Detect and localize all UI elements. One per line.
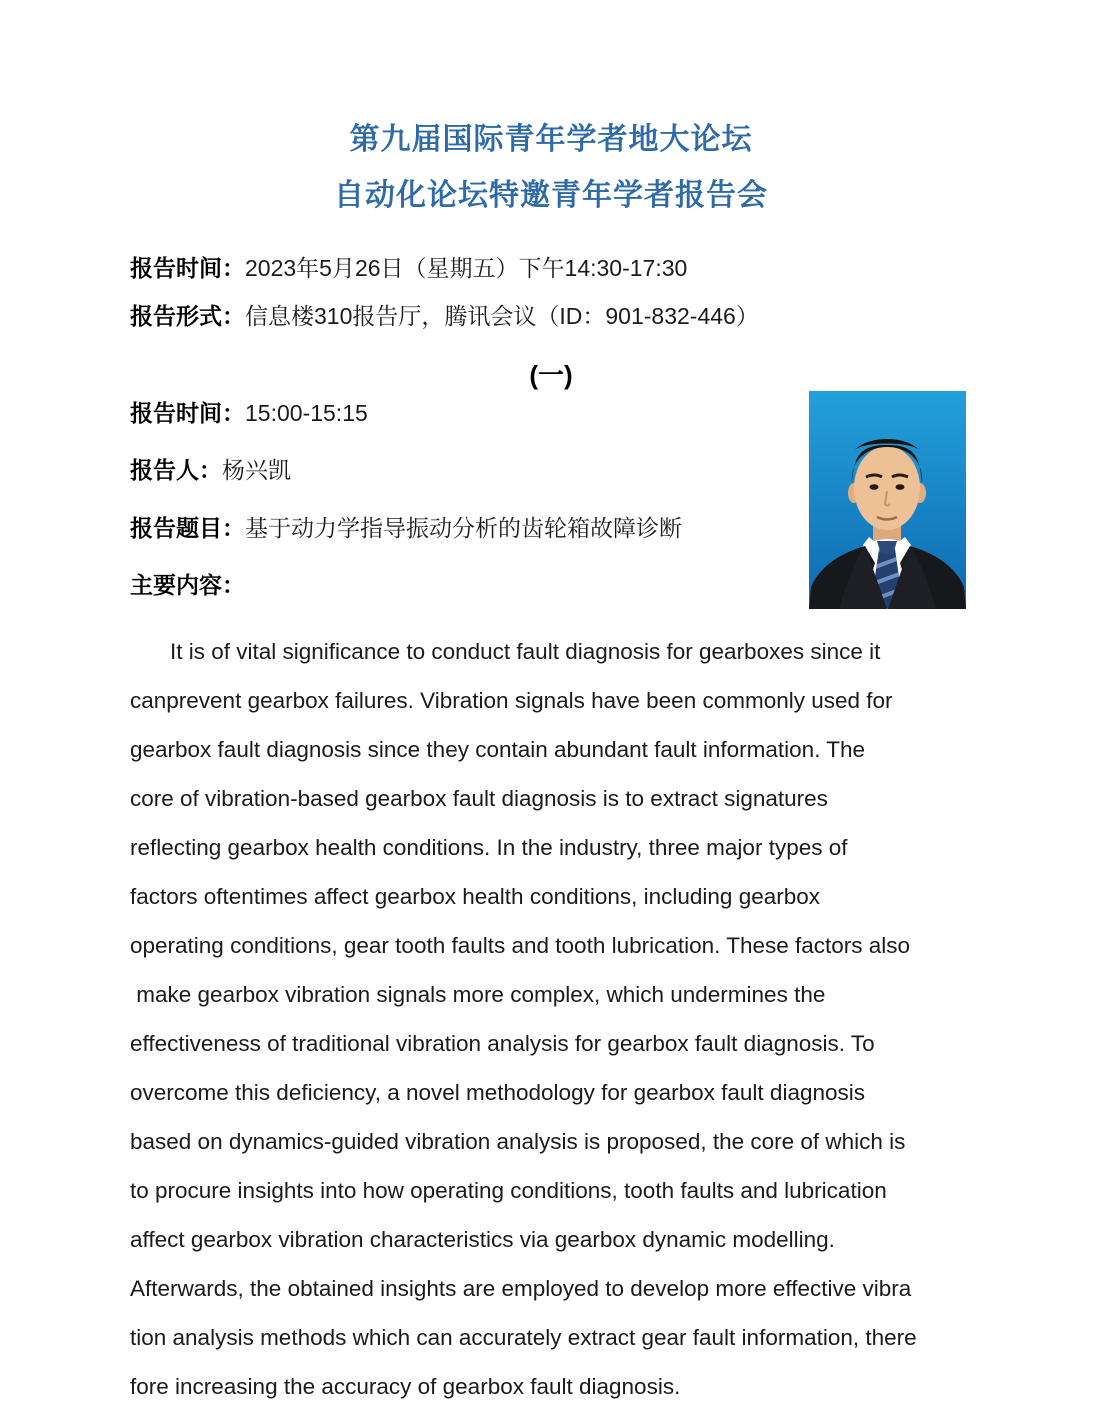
- meta-format-label: 报告形式：: [130, 303, 245, 329]
- abstract-line: overcome this deficiency, a novel methodology for gearbox fault diagnosis: [130, 1080, 865, 1105]
- speaker-name: 杨兴凯: [222, 457, 291, 483]
- speaker-photo: [809, 391, 966, 609]
- abstract-line: canprevent gearbox failures. Vibration signals have been commonly used for: [130, 688, 893, 713]
- meta-time-value: 2023年5月26日（星期五）下午14:30-17:30: [245, 255, 688, 281]
- meta-format-value: 信息楼310报告厅，腾讯会议（ID：901-832-446）: [245, 303, 759, 329]
- talk-title-value: 基于动力学指导振动分析的齿轮箱故障诊断: [245, 515, 682, 541]
- speaker-photo-image: [809, 391, 966, 609]
- abstract-line: fore increasing the accuracy of gearbox fault diagnosis.: [130, 1374, 681, 1399]
- document-title: [0, 112, 1102, 224]
- abstract-heading-label: 主要内容：: [130, 572, 245, 598]
- abstract-line: factors oftentimes affect gearbox health conditions, including gearbox: [130, 884, 821, 909]
- meta-time-label: 报告时间：: [130, 255, 245, 281]
- abstract-line: operating conditions, gear tooth faults and tooth lubrication. These factors also: [130, 933, 911, 958]
- abstract-text: [130, 627, 984, 1411]
- talk-time-label: 报告时间：: [130, 400, 245, 426]
- abstract-line: to procure insights into how operating conditions, tooth faults and lubrication: [130, 1178, 887, 1203]
- abstract-line: affect gearbox vibration characteristics via gearbox dynamic modelling.: [130, 1227, 835, 1252]
- speaker-label: 报告人：: [130, 457, 222, 483]
- title-line-2: 自动化论坛特邀青年学者报告会: [334, 179, 768, 212]
- abstract-line: core of vibration-based gearbox fault diagnosis is to extract signatures: [130, 786, 828, 811]
- talk-time-value: 15:00-15:15: [245, 400, 368, 426]
- abstract-line: tion analysis methods which can accurately extract gear fault information, there: [130, 1325, 917, 1350]
- title-line-1: 第九届国际青年学者地大论坛: [349, 123, 753, 156]
- meta-row-time: [130, 253, 992, 283]
- talk-title-label: 报告题目：: [130, 515, 245, 541]
- abstract-line: gearbox fault diagnosis since they contain abundant fault information. The: [130, 737, 866, 762]
- meta-row-format: [130, 301, 992, 331]
- abstract-line: It is of vital significance to conduct fault diagnosis for gearboxes since it: [170, 639, 881, 664]
- abstract-line: based on dynamics-guided vibration analysis is proposed, the core of which is: [130, 1129, 906, 1154]
- abstract-line: make gearbox vibration signals more complex, which undermines the: [130, 982, 826, 1007]
- abstract-line: Afterwards, the obtained insights are employed to develop more effective vibra: [130, 1276, 912, 1301]
- abstract-line: reflecting gearbox health conditions. In the industry, three major types of: [130, 835, 848, 860]
- section-marker: (一): [529, 360, 573, 390]
- abstract-line: effectiveness of traditional vibration analysis for gearbox fault diagnosis. To: [130, 1031, 875, 1056]
